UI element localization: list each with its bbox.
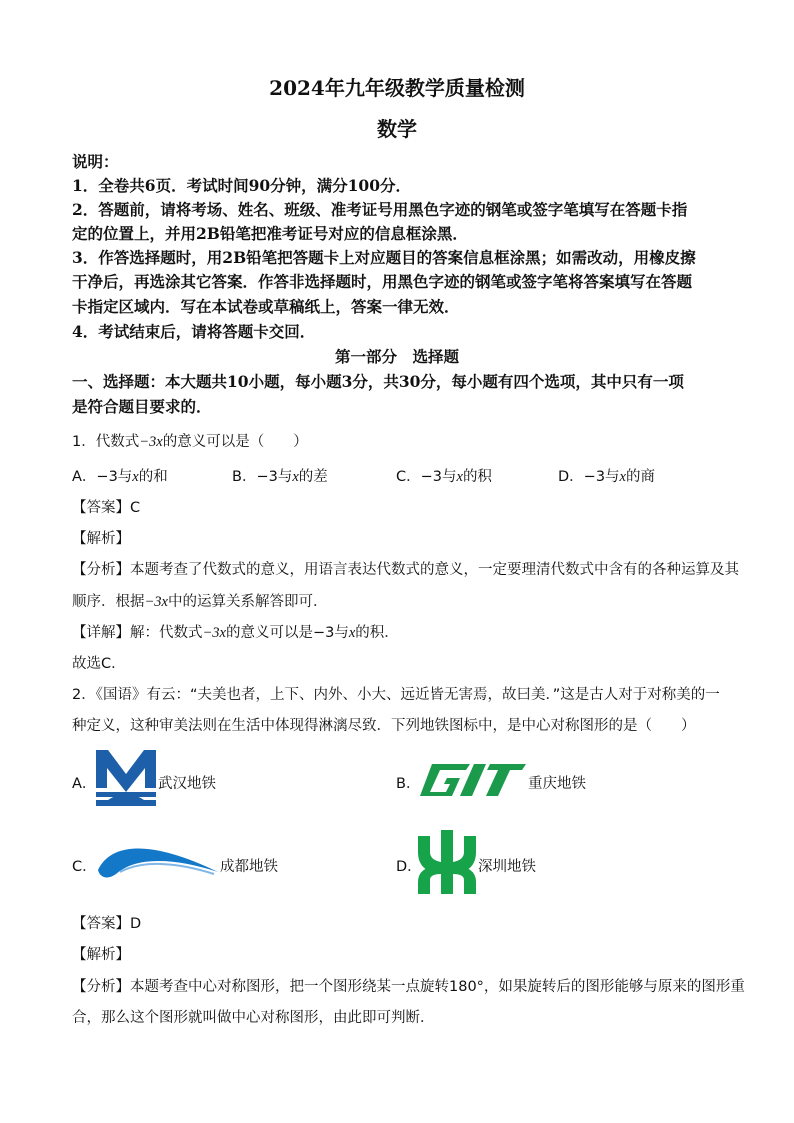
q1-stem: 1．代数式−3x的意义可以是（ ） <box>72 434 308 450</box>
q2-answer: 【答案】D <box>72 916 142 932</box>
q2-option-b-label: B． <box>396 776 421 792</box>
instruction-line: 3．作答选择题时，用2B铅笔把答题卡上对应题目的答案信息框涂黑；如需改动，用橡皮擦 <box>72 248 696 267</box>
exam-title: 2024年九年级教学质量检测 <box>269 76 525 100</box>
instruction-line: 1．全卷共6页．考试时间90分钟，满分100分． <box>72 176 411 195</box>
q1-option-a: A．−3与x的和 <box>72 469 168 485</box>
section-heading: 一、选择题：本大题共10小题，每小题3分，共30分，每小题有四个选项，其中只有一项 <box>72 372 684 391</box>
instruction-line: 干净后，再选涂其它答案．作答非选择题时，用黑色字迹的钢笔或签字笔将答案填写在答题 <box>72 272 693 291</box>
chongqing-metro-logo <box>420 762 526 798</box>
q1-conclusion: 故选C． <box>72 656 126 672</box>
section-heading-cont: 是符合题目要求的． <box>72 397 212 416</box>
q2-option-c-label: C． <box>72 859 97 875</box>
q2-option-c-name: 成都地铁 <box>220 859 278 875</box>
q1-fenxi-cont: 顺序．根据−3x中的运算关系解答即可． <box>72 594 328 610</box>
q2-fenxi: 【分析】本题考查中心对称图形，把一个图形绕某一点旋转180°，如果旋转后的图形能够与原来的图形重 <box>72 979 745 995</box>
instruction-line: 4．考试结束后，请将答题卡交回． <box>72 322 316 341</box>
subject-title: 数学 <box>377 117 417 141</box>
q1-option-c: C．−3与x的积 <box>396 469 492 485</box>
instruction-line: 卡指定区域内．写在本试卷或草稿纸上，答案一律无效． <box>72 297 460 316</box>
q1-answer: 【答案】C <box>72 500 141 516</box>
part-heading: 第一部分 选择题 <box>334 347 459 366</box>
q2-option-a-name: 武汉地铁 <box>158 776 216 792</box>
q2-stem-cont: 种定义，这种审美法则在生活中体现得淋漓尽致．下列地铁图标中，是中心对称图形的是（ ） <box>72 718 696 734</box>
instruction-line: 2．答题前，请将考场、姓名、班级、准考证号用黑色字迹的钢笔或签字笔填写在答题卡指 <box>72 200 688 219</box>
shenzhen-metro-logo <box>416 830 478 894</box>
instruction-line: 定的位置上，并用2B铅笔把准考证号对应的信息框涂黑． <box>72 224 468 243</box>
q1-xiangjie: 【详解】解：代数式−3x的意义可以是−3与x的积． <box>72 625 399 641</box>
q2-option-d-name: 深圳地铁 <box>478 859 536 875</box>
instructions-heading: 说明： <box>72 152 119 171</box>
q2-option-a-label: A． <box>72 776 97 792</box>
q2-option-b-name: 重庆地铁 <box>528 776 586 792</box>
q1-option-b: B．−3与x的差 <box>232 469 328 485</box>
chengdu-metro-logo <box>96 840 220 880</box>
q1-option-d: D．−3与x的商 <box>558 469 655 485</box>
q1-analysis-tag: 【解析】 <box>72 531 130 547</box>
q2-fenxi-cont: 合，那么这个图形就叫做中心对称图形，由此即可判断． <box>72 1010 435 1026</box>
q2-stem: 2．《国语》有云：“夫美也者，上下、内外、小大、远近皆无害焉，故曰美．”这是古人对于对称美的一 <box>72 687 720 703</box>
wuhan-metro-logo <box>94 748 158 808</box>
q1-fenxi: 【分析】本题考查了代数式的意义，用语言表达代数式的意义，一定要理清代数式中含有的各种运算及其 <box>72 562 739 578</box>
q1-expression: −3x <box>139 434 163 450</box>
q2-option-d-label: D． <box>396 859 422 875</box>
q2-analysis-tag: 【解析】 <box>72 947 130 963</box>
